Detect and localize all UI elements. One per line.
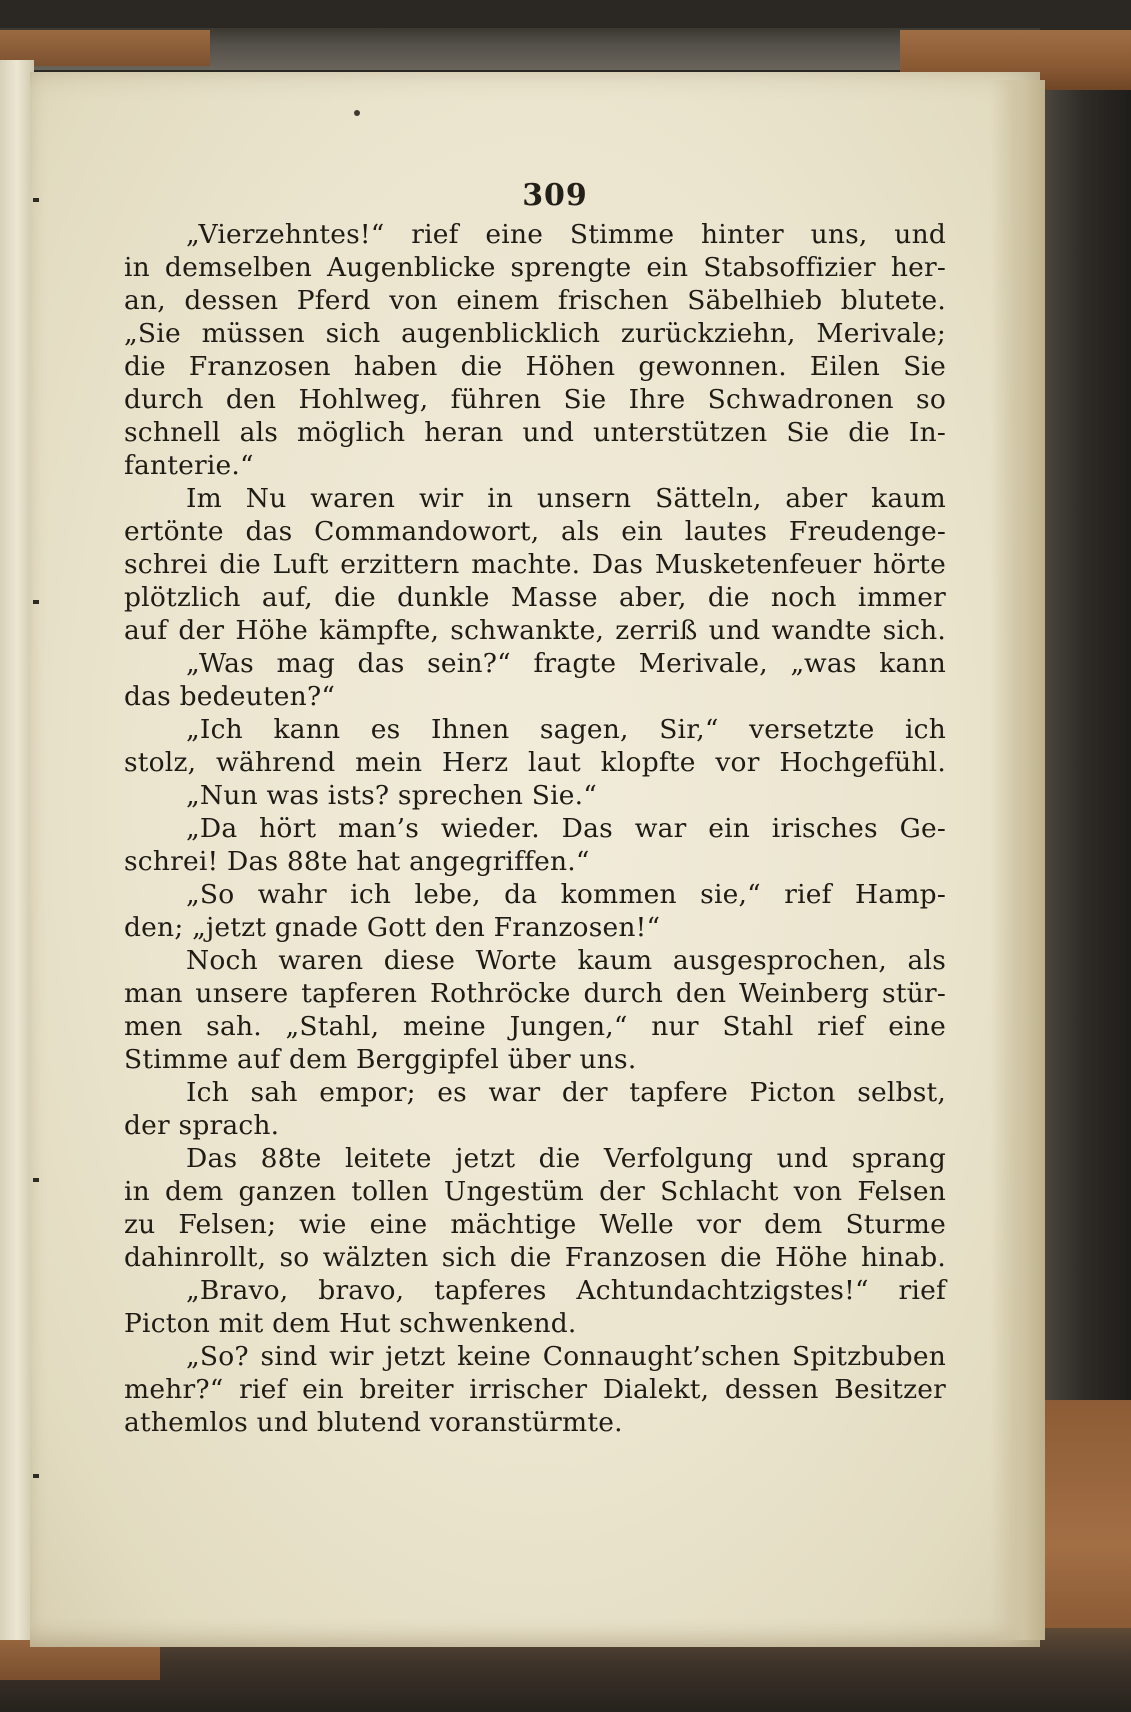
text-line: „Bravo, bravo, tapferes Achtundachtzigstes!“ rief [186, 1275, 946, 1306]
page-body-text [124, 218, 946, 1439]
text-line: „Ich kann es Ihnen sagen, Sir,“ versetzte ich [186, 714, 946, 745]
text-line: in demselben Augenblicke sprengte ein Stabsoffizier her- [124, 252, 946, 283]
text-line: „Da hört man’s wieder. Das war ein irisches Ge- [186, 813, 946, 844]
book-gutter [0, 60, 34, 1640]
text-line: den; „jetzt gnade Gott den Franzosen!“ [124, 912, 661, 943]
text-line: schnell als möglich heran und unterstützen Sie die In- [124, 417, 946, 448]
text-line: durch den Hohlweg, führen Sie Ihre Schwadronen so [124, 384, 946, 415]
margin-mark [33, 1178, 39, 1182]
text-line: Noch waren diese Worte kaum ausgesprochen, als [186, 945, 946, 976]
text-line: „Vierzehntes!“ rief eine Stimme hinter uns, und [186, 219, 946, 250]
text-line: plötzlich auf, die dunkle Masse aber, die noch immer [124, 582, 946, 613]
text-line: der sprach. [124, 1110, 280, 1141]
text-line: man unsere tapferen Rothröcke durch den Weinberg stür- [124, 978, 946, 1009]
text-line: schrei! Das 88te hat angegriffen.“ [124, 846, 590, 877]
text-line: „Sie müssen sich augenblicklich zurückziehn, Merivale; [124, 318, 946, 349]
text-line: das bedeuten?“ [124, 681, 336, 712]
text-line: dahinrollt, so wälzten sich die Franzosen die Höhe hinab. [124, 1242, 946, 1273]
ink-speck [354, 110, 360, 116]
margin-mark [33, 198, 39, 202]
text-line: Ich sah empor; es war der tapfere Picton selbst, [186, 1077, 946, 1108]
text-line: men sah. „Stahl, meine Jungen,“ nur Stahl rief eine [124, 1011, 946, 1042]
text-line: „Was mag das sein?“ fragte Merivale, „was kann [186, 648, 946, 679]
text-line: athemlos und blutend voranstürmte. [124, 1407, 623, 1438]
text-line: mehr?“ rief ein breiter irrischer Dialekt, dessen Besitzer [124, 1374, 946, 1405]
page-edge-shade [990, 80, 1045, 1640]
margin-mark [33, 1474, 39, 1478]
text-line: ertönte das Commandowort, als ein lautes Freudenge- [124, 516, 946, 547]
text-line: fanterie.“ [124, 450, 254, 481]
text-line: die Franzosen haben die Höhen gewonnen. Eilen Sie [124, 351, 946, 382]
text-line: zu Felsen; wie eine mächtige Welle vor dem Sturme [124, 1209, 946, 1240]
text-line: in dem ganzen tollen Ungestüm der Schlacht von Felsen [124, 1176, 946, 1207]
margin-mark [33, 600, 39, 604]
page-number: 309 [522, 178, 588, 213]
text-line: Das 88te leitete jetzt die Verfolgung und sprang [186, 1143, 946, 1174]
text-line: „So wahr ich lebe, da kommen sie,“ rief Hamp- [186, 879, 946, 910]
text-line: schrei die Luft erzittern machte. Das Musketenfeuer hörte [124, 549, 946, 580]
text-line: Stimme auf dem Berggipfel über uns. [124, 1044, 637, 1075]
text-line: stolz, während mein Herz laut klopfte vor Hochgefühl. [124, 747, 946, 778]
text-line: Im Nu waren wir in unsern Sätteln, aber kaum [186, 483, 946, 514]
text-line: an, dessen Pferd von einem frischen Säbelhieb blutete. [124, 285, 946, 316]
text-line: Picton mit dem Hut schwenkend. [124, 1308, 577, 1339]
text-line: „Nun was ists? sprechen Sie.“ [186, 780, 598, 811]
text-line: auf der Höhe kämpfte, schwankte, zerriß und wandte sich. [124, 615, 946, 646]
text-line: „So? sind wir jetzt keine Connaught’schen Spitzbuben [186, 1341, 946, 1372]
